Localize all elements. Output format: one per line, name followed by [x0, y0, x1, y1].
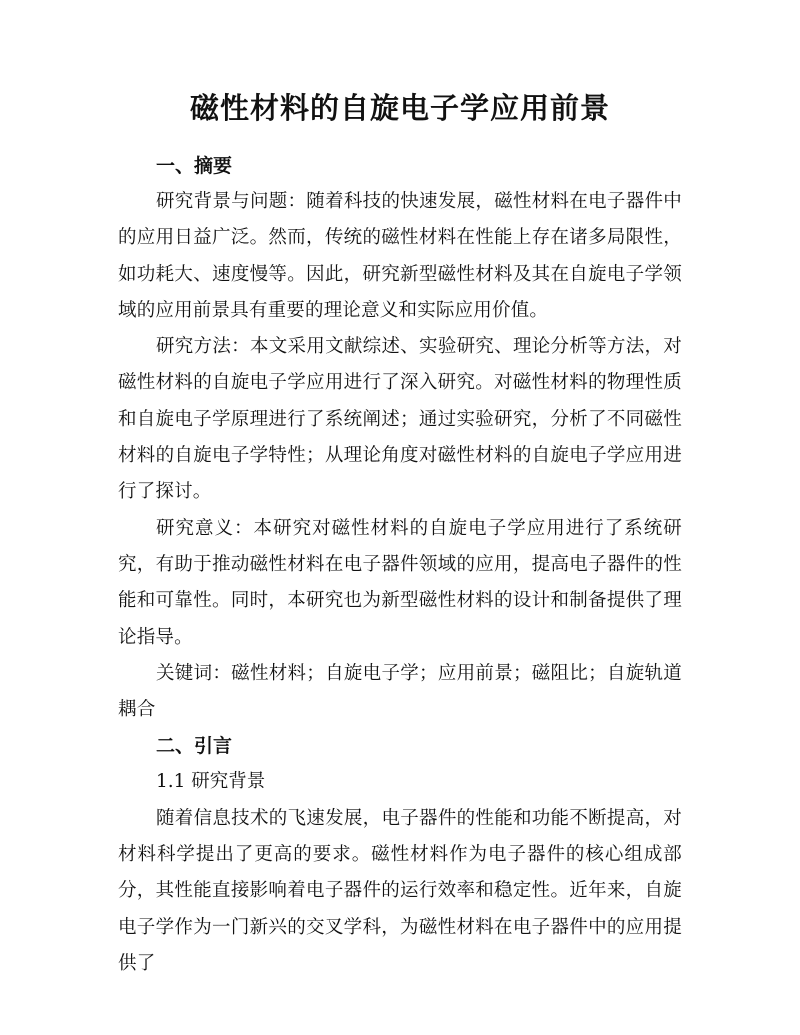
introduction-paragraph: 随着信息技术的飞速发展，电子器件的性能和功能不断提高，对材料科学提出了更高的要求。磁性材料作为电子器件的核心组成部分，其性能直接影响着电子器件的运行效率和稳定性。近年来，自旋电子学作为一门新兴的交叉学科，为磁性材料在电子器件中的应用提供了 — [118, 807, 682, 974]
abstract-heading: 一、摘要 — [156, 155, 233, 177]
abstract-background-paragraph: 研究背景与问题：随着科技的快速发展，磁性材料在电子器件中的应用日益广泛。然而，传统的磁性材料在性能上存在诸多局限性，如功耗大、速度慢等。因此，研究新型磁性材料及其在自旋电子学领域的应用前景具有重要的理论意义和实际应用价值。 — [118, 191, 682, 321]
introduction-heading: 二、引言 — [156, 735, 233, 758]
research-background-subheading: 1.1 研究背景 — [156, 771, 266, 793]
abstract-method-paragraph: 研究方法：本文采用文献综述、实验研究、理论分析等方法，对磁性材料的自旋电子学应用进行了深入研究。对磁性材料的物理性质和自旋电子学原理进行了系统阐述；通过实验研究，分析了不同磁性材料的自旋电子学特性；从理论角度对磁性材料的自旋电子学应用进行了探讨。 — [118, 336, 682, 503]
keywords-paragraph: 关键词：磁性材料；自旋电子学；应用前景；磁阻比；自旋轨道耦合 — [118, 662, 682, 721]
abstract-significance-paragraph: 研究意义：本研究对磁性材料的自旋电子学应用进行了系统研究，有助于推动磁性材料在电子器件领域的应用，提高电子器件的性能和可靠性。同时，本研究也为新型磁性材料的设计和制备提供了理论指导。 — [118, 517, 682, 648]
document-title: 磁性材料的自旋电子学应用前景 — [189, 91, 610, 125]
